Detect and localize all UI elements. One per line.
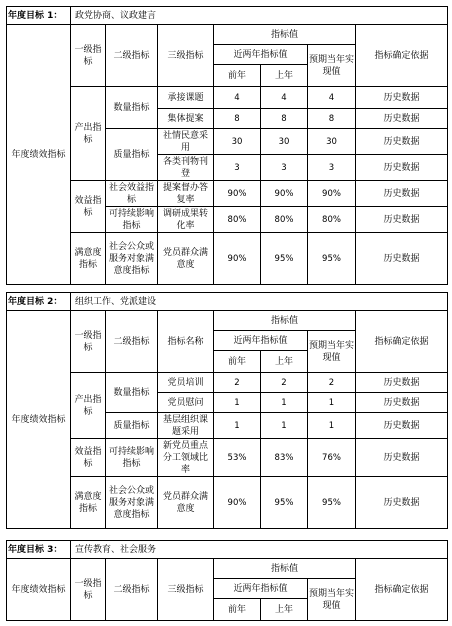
value-expected: 3: [308, 155, 356, 181]
value-last: 4: [261, 87, 308, 109]
value-prev: 30: [214, 129, 261, 155]
header-level1: 一级指标: [71, 559, 106, 621]
indicator-name: 党员慰问: [158, 393, 214, 413]
value-last: 80%: [261, 207, 308, 233]
header-last: 上年: [261, 351, 308, 373]
value-expected: 90%: [308, 181, 356, 207]
basis: 历史数据: [356, 109, 448, 129]
value-last: 1: [261, 413, 308, 439]
header-level1: 一级指标: [71, 25, 106, 87]
goal-table-2: [6, 292, 448, 529]
indicator-name: 承接课题: [158, 87, 214, 109]
effect-label: 效益指标: [71, 181, 106, 233]
sustain-label: 可持续影响指标: [106, 439, 158, 477]
indicator-name: 党员群众满意度: [158, 477, 214, 529]
goal-text: 政党协商、议政建言: [71, 7, 448, 25]
qual-label: 质量指标: [106, 129, 158, 181]
indicator-name: 提案督办答复率: [158, 181, 214, 207]
value-prev: 80%: [214, 207, 261, 233]
goal-text: 组织工作、党派建设: [71, 293, 448, 311]
header-last: 上年: [261, 65, 308, 87]
basis: 历史数据: [356, 207, 448, 233]
value-expected: 80%: [308, 207, 356, 233]
header-value: 指标值: [214, 311, 356, 331]
value-last: 1: [261, 393, 308, 413]
effect-label: 效益指标: [71, 439, 106, 477]
value-expected: 30: [308, 129, 356, 155]
basis: 历史数据: [356, 439, 448, 477]
header-prev: 前年: [214, 599, 261, 621]
value-last: 30: [261, 129, 308, 155]
basis: 历史数据: [356, 129, 448, 155]
side-label: 年度绩效指标: [7, 559, 71, 621]
value-expected: 95%: [308, 233, 356, 285]
value-prev: 8: [214, 109, 261, 129]
value-prev: 90%: [214, 233, 261, 285]
qty-label: 数量指标: [106, 87, 158, 129]
qty-label: 数量指标: [106, 373, 158, 413]
header-prev: 前年: [214, 65, 261, 87]
header-level2: 二级指标: [106, 311, 158, 373]
header-value: 指标值: [214, 25, 356, 45]
side-label: 年度绩效指标: [7, 311, 71, 529]
value-prev: 53%: [214, 439, 261, 477]
header-prev: 前年: [214, 351, 261, 373]
value-prev: 3: [214, 155, 261, 181]
goal-table-3: [6, 540, 448, 621]
goal-table-1: [6, 6, 448, 285]
header-basis: 指标确定依据: [356, 559, 448, 621]
header-level3: 三级指标: [158, 559, 214, 621]
value-expected: 8: [308, 109, 356, 129]
header-level3: 指标名称: [158, 311, 214, 373]
value-prev: 1: [214, 413, 261, 439]
basis: 历史数据: [356, 373, 448, 393]
satisfaction-label: 满意度指标: [71, 233, 106, 285]
header-expected: 预期当年实现值: [308, 331, 356, 373]
goal-label: 年度目标 1：: [7, 7, 71, 25]
indicator-name: 集体提案: [158, 109, 214, 129]
basis: 历史数据: [356, 87, 448, 109]
value-last: 90%: [261, 181, 308, 207]
goal-label: 年度目标 2：: [7, 293, 71, 311]
value-last: 95%: [261, 477, 308, 529]
value-last: 8: [261, 109, 308, 129]
header-recent: 近两年指标值: [214, 579, 308, 599]
value-prev: 2: [214, 373, 261, 393]
value-prev: 90%: [214, 181, 261, 207]
value-expected: 2: [308, 373, 356, 393]
header-level3: 三级指标: [158, 25, 214, 87]
header-recent: 近两年指标值: [214, 45, 308, 65]
header-expected: 预期当年实现值: [308, 45, 356, 87]
output-label: 产出指标: [71, 373, 106, 439]
satisfaction-sub: 社会公众或服务对象满意度指标: [106, 477, 158, 529]
value-last: 95%: [261, 233, 308, 285]
indicator-name: 各类刊物刊登: [158, 155, 214, 181]
basis: 历史数据: [356, 155, 448, 181]
value-expected: 1: [308, 393, 356, 413]
basis: 历史数据: [356, 393, 448, 413]
value-expected: 95%: [308, 477, 356, 529]
indicator-name: 社情民意采用: [158, 129, 214, 155]
indicator-name: 新党员重点分工领域比率: [158, 439, 214, 477]
value-expected: 76%: [308, 439, 356, 477]
sustain2-label: 可持续影响指标: [106, 207, 158, 233]
value-expected: 4: [308, 87, 356, 109]
satisfaction-label: 满意度指标: [71, 477, 106, 529]
side-label: 年度绩效指标: [7, 25, 71, 285]
indicator-name: 党员群众满意度: [158, 233, 214, 285]
header-last: 上年: [261, 599, 308, 621]
basis: 历史数据: [356, 181, 448, 207]
output-label: 产出指标: [71, 87, 106, 181]
header-recent: 近两年指标值: [214, 331, 308, 351]
satisfaction-sub: 社会公众或服务对象满意度指标: [106, 233, 158, 285]
header-value: 指标值: [214, 559, 356, 579]
header-basis: 指标确定依据: [356, 311, 448, 373]
value-prev: 4: [214, 87, 261, 109]
header-expected: 预期当年实现值: [308, 579, 356, 621]
indicator-name: 基层组织课题采用: [158, 413, 214, 439]
header-level2: 二级指标: [106, 559, 158, 621]
indicator-name: 调研成果转化率: [158, 207, 214, 233]
header-basis: 指标确定依据: [356, 25, 448, 87]
value-prev: 90%: [214, 477, 261, 529]
goal-text: 宣传教育、社会服务: [71, 541, 448, 559]
qual-label: 质量指标: [106, 413, 158, 439]
basis: 历史数据: [356, 413, 448, 439]
indicator-name: 党员培训: [158, 373, 214, 393]
value-last: 3: [261, 155, 308, 181]
header-level1: 一级指标: [71, 311, 106, 373]
goal-label: 年度目标 3：: [7, 541, 71, 559]
header-level2: 二级指标: [106, 25, 158, 87]
basis: 历史数据: [356, 477, 448, 529]
value-prev: 1: [214, 393, 261, 413]
value-last: 2: [261, 373, 308, 393]
basis: 历史数据: [356, 233, 448, 285]
sustain-label: 社会效益指标: [106, 181, 158, 207]
value-last: 83%: [261, 439, 308, 477]
value-expected: 1: [308, 413, 356, 439]
